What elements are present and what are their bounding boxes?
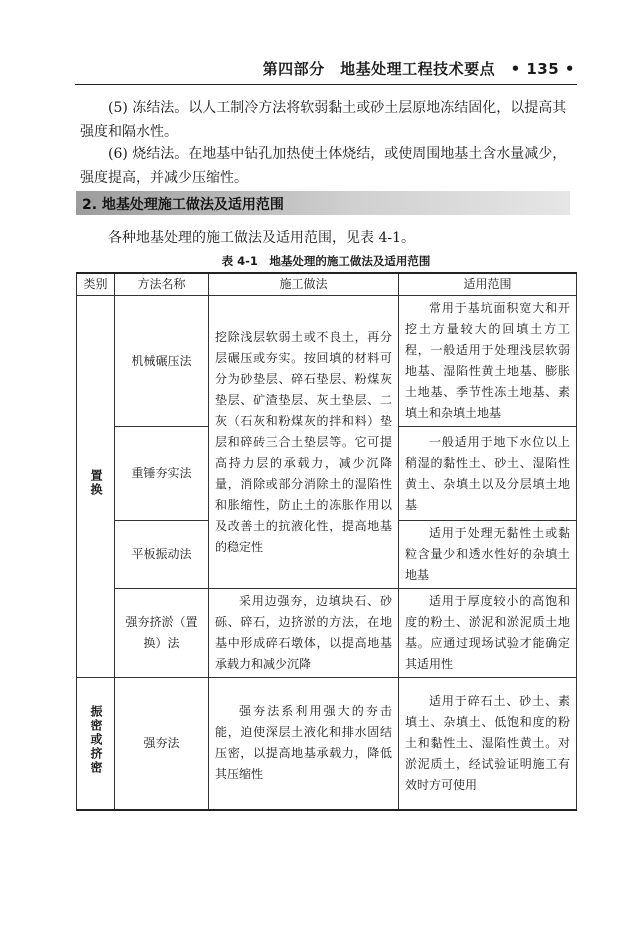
range-text: 常用于基坑面积宽大和开挖土方量较大的回填土方工程，一般适用于处理浅层软弱地基、湿陷性黄土地基、膨胀土地基、季节性冻土地基、素填土和杂填土地基 xyxy=(405,301,570,420)
range-cell xyxy=(399,678,577,810)
method-cell: 机械碾压法 xyxy=(115,296,209,427)
table-row xyxy=(77,678,577,810)
running-header: 第四部分 地基处理工程技术要点 • 135 • xyxy=(262,60,575,78)
range-cell xyxy=(399,296,577,427)
column-header-category: 类别 xyxy=(77,273,115,296)
range-text: 适用于厚度较小的高饱和度的粉土、淤泥和淤泥质土地基。应通过现场试验才能确定其适用性 xyxy=(405,594,570,671)
table-row xyxy=(77,589,577,678)
column-header-method: 方法名称 xyxy=(115,273,209,296)
category-cell xyxy=(77,296,115,678)
range-cell xyxy=(399,589,577,678)
range-cell xyxy=(399,521,577,589)
header-rule xyxy=(75,84,577,85)
table-header-row xyxy=(77,273,577,296)
category-label: 振密或挤密 xyxy=(89,704,103,775)
range-cell xyxy=(399,427,577,521)
method-cell: 强夯挤淤（置换）法 xyxy=(115,589,209,678)
range-text: 适用于处理无黏性土或黏粒含量少和透水性好的杂填土地基 xyxy=(405,526,570,582)
method-cell: 重锤夯实法 xyxy=(115,427,209,521)
section-title: 2. 地基处理施工做法及适用范围 xyxy=(82,197,284,213)
method-cell: 平板振动法 xyxy=(115,521,209,589)
category-label: 置换 xyxy=(89,469,103,497)
procedure-cell xyxy=(209,678,399,810)
table-caption: 表 4-1 地基处理的施工做法及适用范围 xyxy=(221,254,431,268)
section-intro: 各种地基处理的施工做法及适用范围，见表 4-1。 xyxy=(108,230,415,246)
paragraph-sintering: (6) 烧结法。在地基中钻孔加热使土体烧结，或使周围地基土含水量减少，强度提高，并减少压缩性。 xyxy=(80,146,567,186)
column-header-range: 适用范围 xyxy=(399,273,577,296)
paragraph-freezing: (5) 冻结法。以人工制冷方法将软弱黏土或砂土层原地冻结固化，以提高其强度和隔水性。 xyxy=(80,100,567,140)
range-text: 适用于碎石土、砂土、素填土、杂填土、低饱和度的粉土和黏性土、湿陷性黄土。对淤泥质土，经试验证明施工有效时方可使用 xyxy=(405,693,570,792)
procedure-cell xyxy=(209,589,399,678)
methods-table xyxy=(76,272,577,811)
category-cell xyxy=(77,678,115,810)
procedure-text: 采用边强夯，边填块石、砂砾、碎石，边挤淤的方法，在地基中形成碎石墩体，以提高地基承载力和减少沉降 xyxy=(215,594,392,671)
procedure-text: 强夯法系利用强大的夯击能，迫使深层土液化和排水固结压密，以提高地基承载力，降低其压缩性 xyxy=(215,704,392,782)
method-cell: 强夯法 xyxy=(115,678,209,810)
procedure-cell: 挖除浅层软弱土或不良土，再分层碾压或夯实。按回填的材料可分为砂垫层、碎石垫层、粉煤灰垫层、矿渣垫层、灰土垫层、二灰（石灰和粉煤灰的拌和料）垫层和碎砖三合土垫层等。它可提高持力层的承载力，减少沉降量，消除或部分消除土的湿陷性和胀缩性，防止土的冻胀作用以及改善土的抗液化性，提高地基的稳定性 xyxy=(209,296,399,589)
range-text: 一般适用于地下水位以上稍湿的黏性土、砂土、湿陷性黄土、杂填土以及分层填土地基 xyxy=(405,434,570,512)
column-header-procedure: 施工做法 xyxy=(209,273,399,296)
table-row xyxy=(77,296,577,427)
